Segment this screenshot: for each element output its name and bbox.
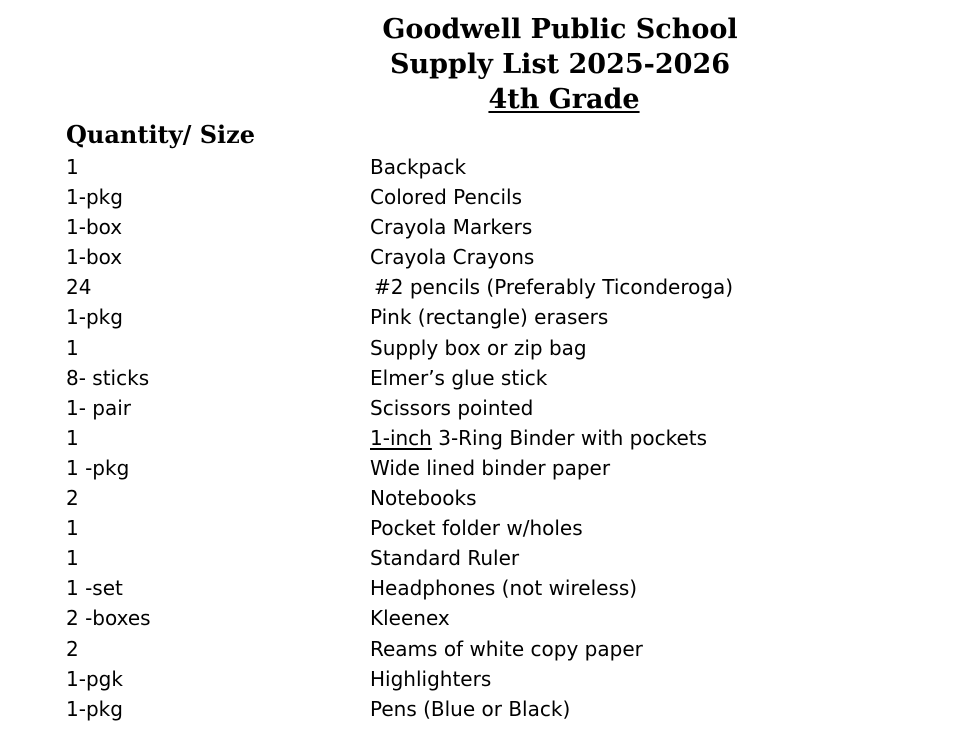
grade-level: 4th Grade xyxy=(488,84,640,115)
supply-item: Notebooks xyxy=(370,486,477,511)
supply-quantity: 8- sticks xyxy=(66,365,150,390)
supply-quantity: 1 xyxy=(66,516,79,541)
supply-item: #2 pencils (Preferably Ticonderoga) xyxy=(374,275,734,300)
supply-quantity: 1 -pkg xyxy=(66,455,130,480)
supply-quantity: 2 xyxy=(66,636,79,661)
supply-row xyxy=(0,543,966,573)
supply-quantity: 1 -set xyxy=(66,576,123,601)
supply-row xyxy=(0,333,966,363)
supply-item: Elmer’s glue stick xyxy=(370,365,548,390)
supply-row xyxy=(0,363,966,393)
quantity-column-heading: Quantity/ Size xyxy=(66,120,256,149)
supply-quantity: 2 -boxes xyxy=(66,606,151,631)
supply-row xyxy=(0,664,966,694)
supply-row xyxy=(0,634,966,664)
supply-item: Wide lined binder paper xyxy=(370,455,611,480)
supply-item: Supply box or zip bag xyxy=(370,335,587,360)
supply-item: Pink (rectangle) erasers xyxy=(370,305,609,330)
supply-item: Pens (Blue or Black) xyxy=(370,696,571,721)
supply-item: Crayola Markers xyxy=(370,215,533,240)
supply-item: Reams of white copy paper xyxy=(370,636,643,661)
supply-item: Scissors pointed xyxy=(370,395,534,420)
supply-row xyxy=(0,603,966,633)
supply-row xyxy=(0,272,966,302)
supply-quantity: 1-pkg xyxy=(66,185,123,210)
supply-quantity: 1-box xyxy=(66,245,123,270)
supply-item xyxy=(370,423,707,453)
supply-quantity: 1-pgk xyxy=(66,666,123,691)
supply-row xyxy=(0,242,966,272)
supply-row xyxy=(0,513,966,543)
supply-row xyxy=(0,483,966,513)
supply-list xyxy=(0,152,966,724)
supply-row xyxy=(0,393,966,423)
supply-quantity: 24 xyxy=(66,275,92,300)
supply-row xyxy=(0,302,966,332)
document-header xyxy=(360,12,760,117)
supply-item-text: 3-Ring Binder with pockets xyxy=(431,425,708,450)
supply-item: Standard Ruler xyxy=(370,546,520,571)
supply-row xyxy=(0,694,966,724)
supply-quantity: 1- pair xyxy=(66,395,132,420)
supply-row xyxy=(0,212,966,242)
supply-row xyxy=(0,423,966,453)
school-name: Goodwell Public School xyxy=(382,14,738,45)
supply-row xyxy=(0,453,966,483)
supply-item: Crayola Crayons xyxy=(370,245,535,270)
supply-item: Pocket folder w/holes xyxy=(370,516,583,541)
supply-item: Headphones (not wireless) xyxy=(370,576,638,601)
supply-row xyxy=(0,152,966,182)
supply-item: Highlighters xyxy=(370,666,492,691)
supply-row xyxy=(0,573,966,603)
supply-row xyxy=(0,182,966,212)
supply-item: Kleenex xyxy=(370,606,450,631)
supply-quantity: 1 xyxy=(66,155,79,179)
list-title: Supply List 2025-2026 xyxy=(389,49,731,80)
supply-item-emphasis: 1-inch xyxy=(370,425,432,450)
supply-quantity: 1 xyxy=(66,335,79,360)
supply-quantity: 1-pkg xyxy=(66,305,123,330)
supply-quantity: 1-pkg xyxy=(66,696,123,721)
supply-item: Colored Pencils xyxy=(370,185,522,210)
supply-quantity: 1 xyxy=(66,546,79,571)
supply-item: Backpack xyxy=(370,155,467,179)
supply-quantity: 1-box xyxy=(66,215,123,240)
supply-quantity: 1 xyxy=(66,425,79,450)
supply-quantity: 2 xyxy=(66,486,79,511)
